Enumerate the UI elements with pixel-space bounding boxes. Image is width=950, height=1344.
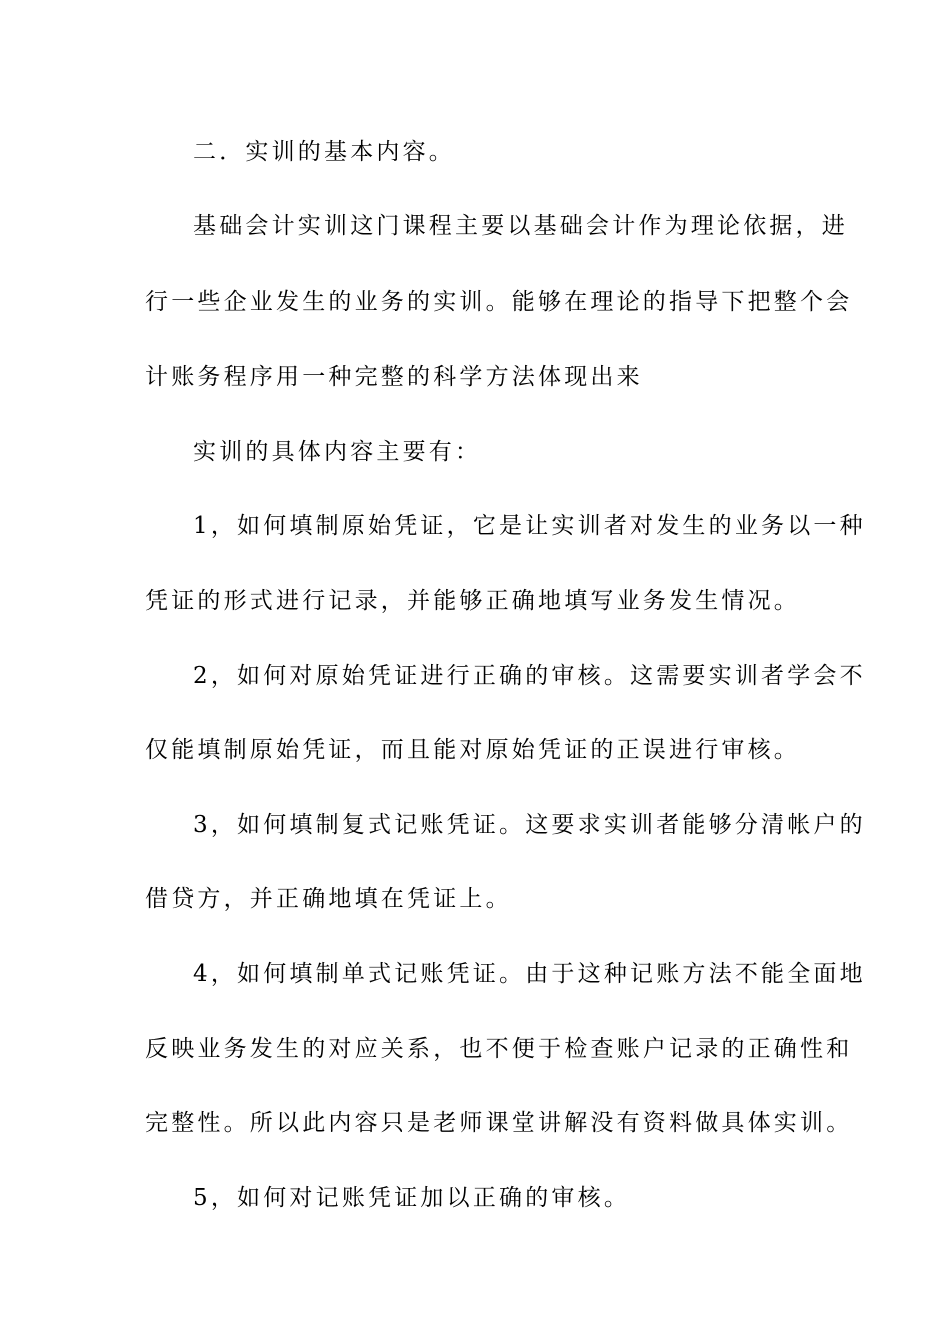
list-item-5-line: 5，如何对记账凭证加以正确的审核。 — [193, 1185, 631, 1211]
intro-paragraph-line: 基础会计实训这门课程主要以基础会计作为理论依据，进 — [193, 213, 848, 239]
intro-paragraph-line: 行一些企业发生的业务的实训。能够在理论的指导下把整个会 — [145, 289, 853, 315]
list-item-1-line: 凭证的形式进行记录，并能够正确地填写业务发生情况。 — [145, 588, 800, 614]
list-item-4-line: 完整性。所以此内容只是老师课堂讲解没有资料做具体实训。 — [145, 1110, 853, 1136]
list-item-4-line: 4，如何填制单式记账凭证。由于这种记账方法不能全面地 — [193, 961, 866, 987]
list-item-1-line: 1，如何填制原始凭证，它是让实训者对发生的业务以一种 — [193, 513, 866, 539]
list-item-2-line: 2，如何对原始凭证进行正确的审核。这需要实训者学会不 — [193, 663, 866, 689]
list-intro: 实训的具体内容主要有： — [193, 439, 482, 465]
intro-paragraph-line: 计账务程序用一种完整的科学方法体现出来 — [145, 364, 643, 390]
list-item-3-line: 3，如何填制复式记账凭证。这要求实训者能够分清帐户的 — [193, 812, 866, 838]
list-item-4-line: 反映业务发生的对应关系，也不便于检查账户记录的正确性和 — [145, 1036, 853, 1062]
list-item-2-line: 仅能填制原始凭证，而且能对原始凭证的正误进行审核。 — [145, 737, 800, 763]
section-heading: 二．实训的基本内容。 — [193, 139, 455, 165]
list-item-3-line: 借贷方，并正确地填在凭证上。 — [145, 886, 512, 912]
